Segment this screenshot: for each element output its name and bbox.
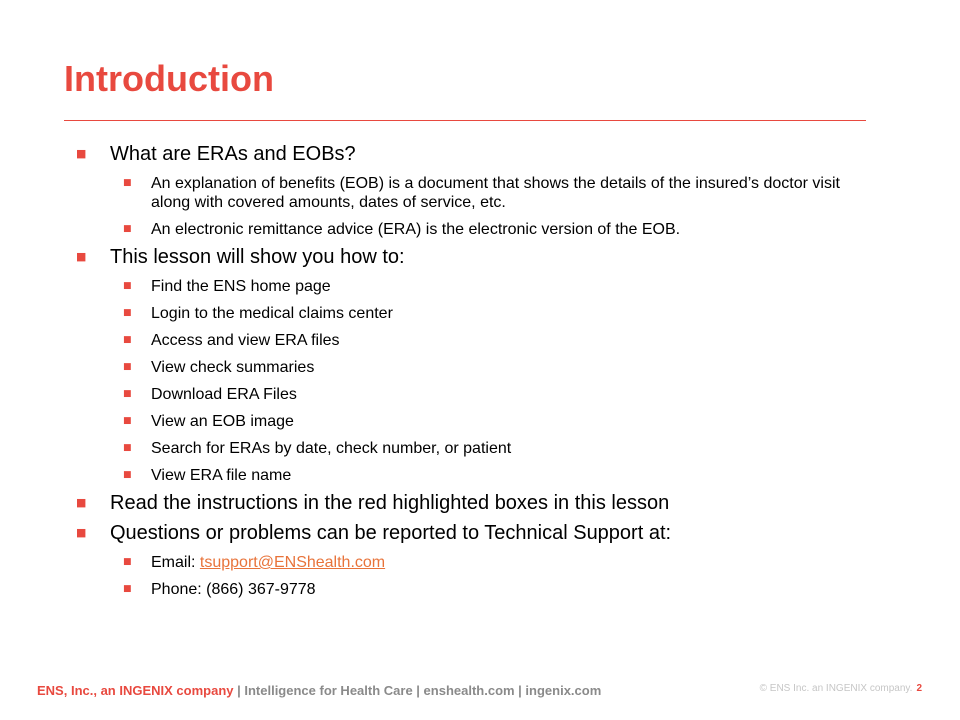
bullet-text: Read the instructions in the red highlighted boxes in this lesson <box>110 492 670 514</box>
sub-bullet-text: Search for ERAs by date, check number, or patient <box>151 440 512 457</box>
bullet-support <box>76 521 866 545</box>
bullet-instructions <box>76 491 866 515</box>
square-bullet-icon: ■ <box>123 281 132 291</box>
title-divider <box>64 120 866 121</box>
sub-bullet-text: View check summaries <box>151 359 315 376</box>
sub-bullet-text: Download ERA Files <box>151 386 297 403</box>
square-bullet-icon: ■ <box>76 250 87 263</box>
email-label: Email: <box>151 554 200 571</box>
footer-brand: ENS, Inc., an INGENIX company <box>37 683 234 698</box>
square-bullet-icon: ■ <box>123 416 132 426</box>
sub-bullet-email <box>76 553 866 572</box>
sub-bullet-lesson-item <box>76 331 866 350</box>
sub-bullet-text: Access and view ERA files <box>151 332 340 349</box>
bullet-eras-eobs <box>76 142 866 166</box>
sub-bullet-lesson-item <box>76 358 866 377</box>
square-bullet-icon: ■ <box>76 147 87 160</box>
sub-bullet-lesson-item <box>76 412 866 431</box>
footer-branding <box>37 683 601 698</box>
square-bullet-icon: ■ <box>123 389 132 399</box>
square-bullet-icon: ■ <box>123 335 132 345</box>
footer-copyright: © ENS Inc. an INGENIX company. <box>759 683 913 694</box>
sub-bullet-text: An explanation of benefits (EOB) is a document that shows the details of the insured’s doctor visit along with covered amounts, dates of service, etc. <box>151 175 840 211</box>
bullet-lesson-overview <box>76 245 866 269</box>
square-bullet-icon: ■ <box>123 362 132 372</box>
square-bullet-icon: ■ <box>123 178 132 188</box>
slide-body <box>76 136 866 599</box>
page-number: 2 <box>916 683 922 694</box>
square-bullet-icon: ■ <box>76 496 87 509</box>
sub-bullet-text: Find the ENS home page <box>151 278 331 295</box>
footer-tagline: | Intelligence for Health Care | enshealth.com | ingenix.com <box>233 683 602 698</box>
bullet-text: This lesson will show you how to: <box>110 246 405 268</box>
sub-bullet-phone <box>76 580 866 599</box>
square-bullet-icon: ■ <box>123 443 132 453</box>
sub-bullet-lesson-item <box>76 439 866 458</box>
sub-bullet-text: View an EOB image <box>151 413 294 430</box>
square-bullet-icon: ■ <box>76 526 87 539</box>
square-bullet-icon: ■ <box>123 470 132 480</box>
square-bullet-icon: ■ <box>123 557 132 567</box>
sub-bullet-text: An electronic remittance advice (ERA) is the electronic version of the EOB. <box>151 221 681 238</box>
footer-copyright-area <box>760 683 922 694</box>
square-bullet-icon: ■ <box>123 224 132 234</box>
support-phone: Phone: (866) 367-9778 <box>151 581 316 598</box>
slide-title: Introduction <box>64 58 274 99</box>
support-email-link[interactable]: tsupport@ENShealth.com <box>199 554 386 571</box>
sub-bullet-text: View ERA file name <box>151 467 292 484</box>
bullet-text: Questions or problems can be reported to Technical Support at: <box>110 522 672 544</box>
sub-bullet-lesson-item <box>76 466 866 485</box>
sub-bullet-lesson-item <box>76 304 866 323</box>
sub-bullet-lesson-item <box>76 277 866 296</box>
sub-bullet-lesson-item <box>76 385 866 404</box>
sub-bullet-eob-definition <box>76 174 866 212</box>
bullet-text: What are ERAs and EOBs? <box>110 143 356 165</box>
sub-bullet-era-definition <box>76 220 866 239</box>
square-bullet-icon: ■ <box>123 584 132 594</box>
sub-bullet-text: Login to the medical claims center <box>151 305 393 322</box>
square-bullet-icon: ■ <box>123 308 132 318</box>
